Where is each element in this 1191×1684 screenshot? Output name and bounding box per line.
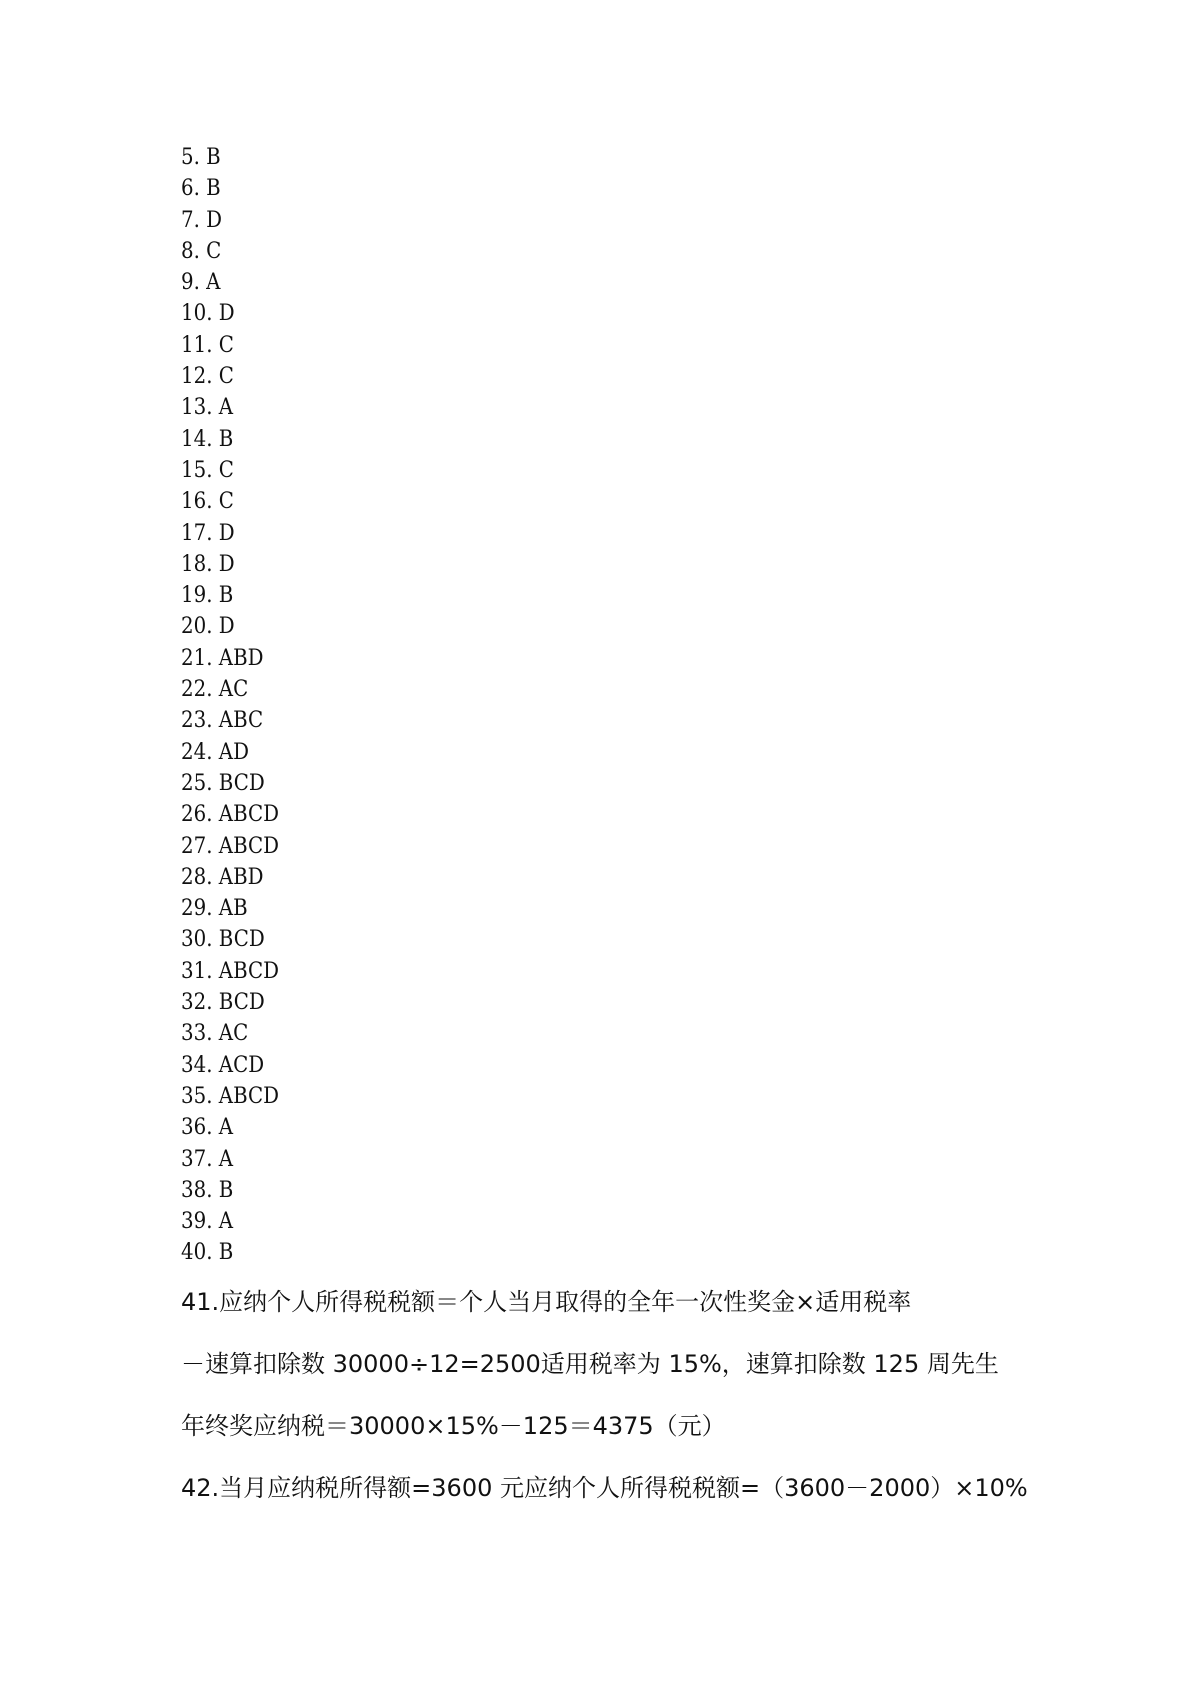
q41-line-3: 年终奖应纳税＝30000×15%－125＝4375（元） [181,1412,726,1440]
answer-item: 17. D [181,520,235,546]
answer-item: 37. A [181,1146,234,1172]
answer-item: 10. D [181,301,235,327]
answer-item: 20. D [181,614,235,640]
answer-item: 16. C [181,489,234,515]
answer-item: 9. A [181,270,221,296]
answer-item: 22. AC [181,677,249,703]
answer-item: 11. C [181,332,234,358]
answer-item: 7. D [181,207,223,233]
answer-item: 35. ABCD [181,1083,280,1109]
answer-item: 32. BCD [181,990,265,1016]
answer-item: 28. ABD [181,864,264,890]
answer-item: 30. BCD [181,927,265,953]
answer-item: 29. AB [181,896,248,922]
answer-item: 33. AC [181,1021,249,1047]
answer-item: 13. A [181,395,234,421]
answer-item: 19. B [181,583,234,609]
answer-item: 25. BCD [181,770,265,796]
q41-line-2: －速算扣除数 30000÷12=2500适用税率为 15%，速算扣除数 125 周先生 [181,1350,999,1378]
answer-item: 40. B [181,1240,234,1266]
answer-item: 5. B [181,145,221,170]
q41-line-1: 41.应纳个人所得税税额＝个人当月取得的全年一次性奖金×适用税率 [181,1288,912,1316]
answer-item: 21. ABD [181,645,264,671]
answer-item: 36. A [181,1115,234,1141]
answer-item: 14. B [181,426,234,452]
answer-item: 24. AD [181,739,249,765]
answer-item: 8. C [181,238,222,264]
answer-item: 23. ABC [181,708,264,734]
answer-item: 31. ABCD [181,958,280,984]
answer-list [181,142,290,1269]
answer-item: 15. C [181,457,234,483]
answer-item: 26. ABCD [181,802,280,828]
answer-item: 6. B [181,176,221,202]
answer-item: 12. C [181,364,234,390]
answer-item: 38. B [181,1177,234,1203]
answer-item: 27. ABCD [181,833,280,859]
answer-item: 39. A [181,1209,234,1235]
q42-line-1: 42.当月应纳税所得额=3600 元应纳个人所得税税额=（3600－2000）×10% [181,1474,1028,1502]
answer-item: 34. ACD [181,1052,265,1078]
answer-item: 18. D [181,551,235,577]
